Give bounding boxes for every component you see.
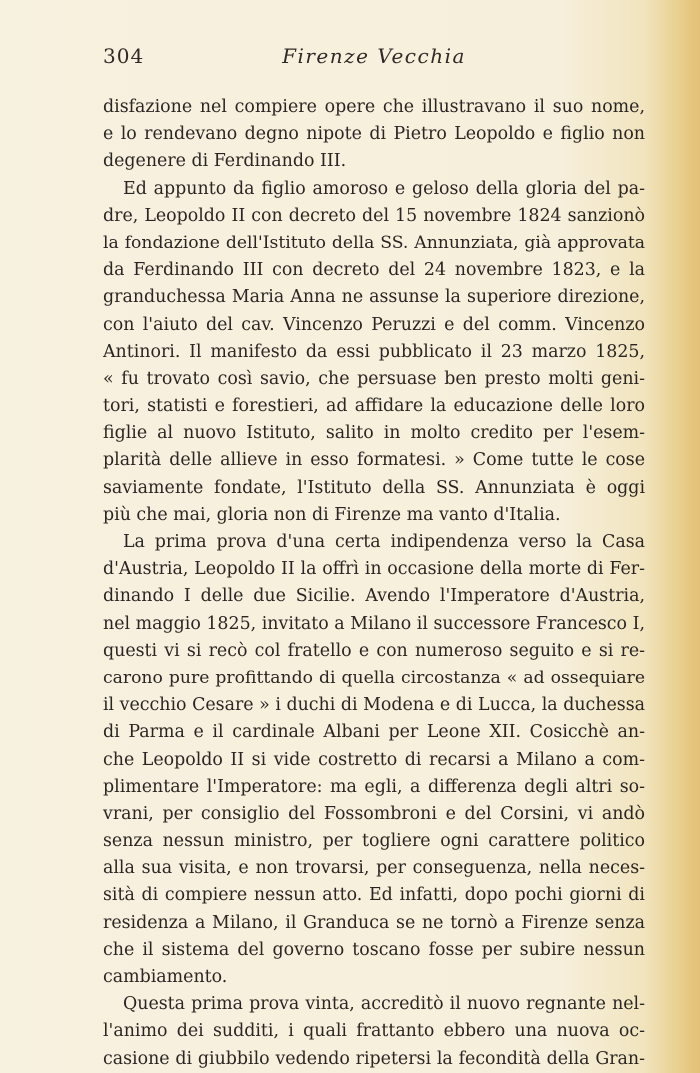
text-line: e lo rendevano degno nipote di Pietro Leopoldo e figlio non bbox=[103, 124, 645, 145]
text-line: che Leopoldo II si vide costretto di recarsi a Milano a com- bbox=[103, 749, 645, 770]
text-line: La prima prova d'una certa indipendenza verso la Casa bbox=[123, 532, 645, 552]
text-line: casione di giubbilo vedendo ripetersi la fecondità della Gran- bbox=[103, 1048, 645, 1069]
page-number: 304 bbox=[103, 44, 145, 68]
body-text bbox=[103, 94, 645, 1073]
text-line: disfazione nel compiere opere che illustravano il suo nome, bbox=[103, 97, 645, 117]
text-line: nel maggio 1825, invitato a Milano il successore Francesco I, bbox=[103, 613, 645, 634]
text-line: Antinori. Il manifesto da essi pubblicato il 23 marzo 1825, bbox=[103, 341, 645, 362]
text-line: cambiamento. bbox=[103, 967, 228, 987]
text-line: dinando I delle due Sicilie. Avendo l'Imperatore d'Austria, bbox=[103, 586, 645, 607]
text-line: « fu trovato così savio, che persuase ben presto molti geni- bbox=[103, 368, 645, 389]
running-title: Firenze Vecchia bbox=[282, 44, 466, 68]
text-line: residenza a Milano, il Granduca se ne tornò a Firenze senza bbox=[103, 912, 645, 933]
text-line: che il sistema del governo toscano fosse per subire nessun bbox=[103, 939, 645, 960]
text-line: degenere di Ferdinando III. bbox=[103, 151, 347, 172]
text-line: sità di compiere nessun atto. Ed infatti, dopo pochi giorni di bbox=[103, 885, 645, 906]
text-line: con l'aiuto del cav. Vincenzo Peruzzi e del comm. Vincenzo bbox=[103, 314, 645, 335]
text-line: Ed appunto da figlio amoroso e geloso della gloria del pa- bbox=[123, 178, 645, 199]
text-line: senza nessun ministro, per togliere ogni carattere politico bbox=[103, 831, 645, 852]
running-head bbox=[103, 44, 645, 74]
text-line: il vecchio Cesare » i duchi di Modena e di Lucca, la duchessa bbox=[103, 695, 645, 716]
text-line: più che mai, gloria non di Firenze ma vanto d'Italia. bbox=[103, 504, 561, 525]
text-line: da Ferdinando III con decreto del 24 novembre 1823, e la bbox=[103, 260, 645, 281]
text-line: tori, statisti e forestieri, ad affidare la educazione delle loro bbox=[103, 396, 645, 417]
text-line: la fondazione dell'Istituto della SS. Annunziata, già approvata bbox=[103, 232, 645, 253]
text-line: carono pure profittando di quella circostanza « ad ossequiare bbox=[103, 667, 645, 688]
text-line: vrani, per consiglio del Fossombroni e del Corsini, vi andò bbox=[103, 803, 645, 824]
text-line: dre, Leopoldo II con decreto del 15 novembre 1824 sanzionò bbox=[103, 205, 645, 226]
text-line: figlie al nuovo Istituto, salito in molto credito per l'esem- bbox=[103, 423, 645, 444]
text-line: alla sua visita, e non trovarsi, per conseguenza, nella neces- bbox=[103, 858, 645, 879]
text-line: plimentare l'Imperatore: ma egli, a differenza degli altri so- bbox=[103, 776, 645, 797]
text-line: di Parma e il cardinale Albani per Leone XII. Cosicchè an- bbox=[103, 722, 645, 743]
text-line: saviamente fondate, l'Istituto della SS. Annunziata è oggi bbox=[103, 477, 645, 498]
text-line: plarità delle allieve in esso formatesi. » Come tutte le cose bbox=[103, 450, 645, 471]
text-line: l'animo dei sudditi, i quali frattanto ebbero una nuova oc- bbox=[103, 1021, 645, 1042]
text-line: Questa prima prova vinta, accreditò il nuovo regnante nel- bbox=[123, 994, 645, 1015]
text-line: granduchessa Maria Anna ne assunse la superiore direzione, bbox=[103, 287, 645, 308]
text-line: d'Austria, Leopoldo II la offrì in occasione della morte di Fer- bbox=[103, 559, 645, 580]
text-line: questi vi si recò col fratello e con numeroso seguito e si re- bbox=[103, 640, 645, 661]
